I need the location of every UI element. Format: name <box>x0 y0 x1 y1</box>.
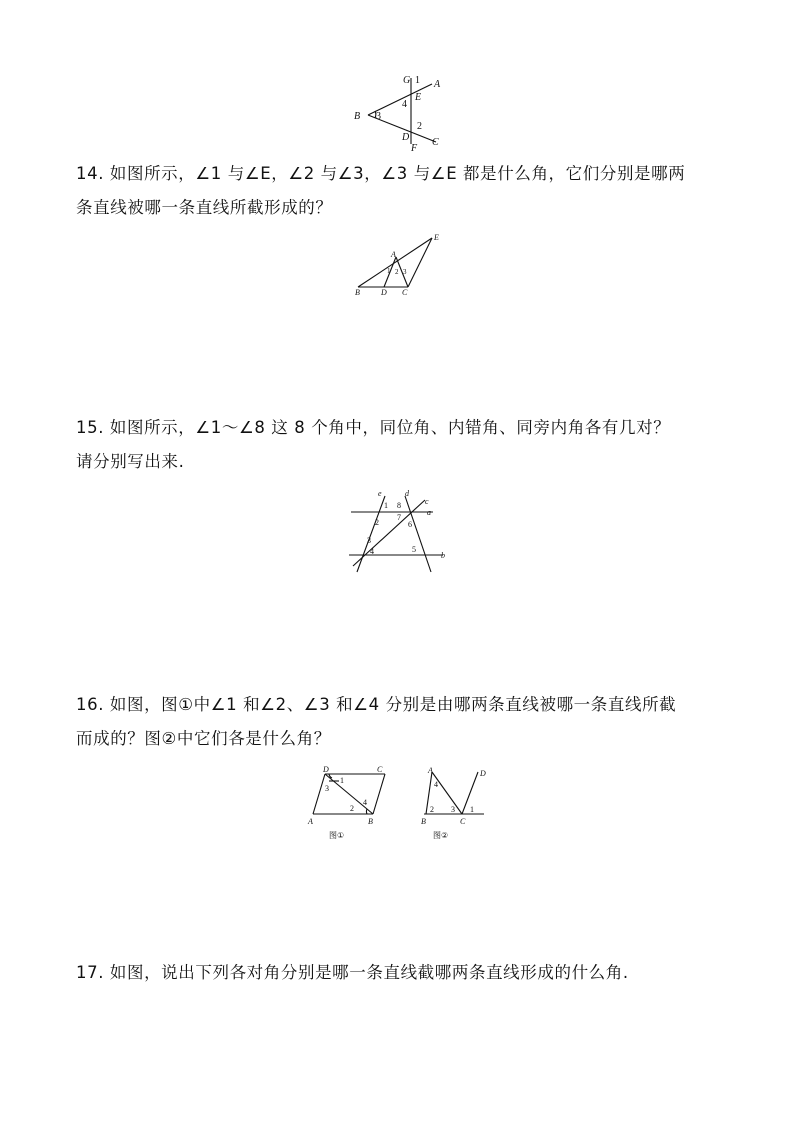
line-da <box>313 774 325 814</box>
label-b: B <box>354 111 361 122</box>
label-a: A <box>434 79 441 90</box>
label-e: E <box>434 233 439 242</box>
label-2: 2 <box>430 805 434 814</box>
label-f: F <box>411 143 418 152</box>
label-1: 1 <box>470 805 474 814</box>
label-a: A <box>428 766 433 775</box>
label-c: C <box>402 288 408 297</box>
label-2: 2 <box>417 121 422 132</box>
label-e: E <box>415 92 422 103</box>
question-16 <box>76 688 726 756</box>
question-15-line-1: 15. 如图所示，∠1～∠8 这 8 个角中，同位角、内错角、同旁内角各有几对？ <box>76 418 671 437</box>
figure-top-triangle <box>348 72 448 152</box>
line-be <box>358 238 432 287</box>
label-b: B <box>368 817 373 826</box>
line-cb <box>373 774 385 814</box>
label-3: 3 <box>367 536 371 545</box>
label-a: A <box>308 817 313 826</box>
question-14-line-2: 条直线被哪一条直线所截形成的？ <box>76 198 333 217</box>
label-a: a <box>427 508 431 517</box>
label-6: 6 <box>408 520 412 529</box>
label-3: 3 <box>325 784 329 793</box>
label-d: D <box>402 132 410 143</box>
label-1: 1 <box>340 776 344 785</box>
line-ac <box>432 772 462 814</box>
label-4: 4 <box>363 798 367 807</box>
line-db <box>325 774 373 814</box>
line-e <box>357 496 385 572</box>
label-1: 1 <box>415 75 420 86</box>
label-b: b <box>441 551 445 560</box>
question-15 <box>76 411 726 479</box>
label-4: 4 <box>402 99 407 110</box>
label-a: A <box>391 250 396 259</box>
label-d: D <box>480 769 486 778</box>
label-8: 8 <box>397 501 401 510</box>
label-e: e <box>378 489 382 498</box>
label-3: 3 <box>451 805 455 814</box>
figure-16-1 <box>305 762 397 844</box>
label-4: 4 <box>370 547 374 556</box>
label-3: 3 <box>376 111 381 122</box>
figure-14 <box>350 230 450 300</box>
question-17-line-1: 17. 如图，说出下列各对角分别是哪一条直线截哪两条直线形成的什么角. <box>76 963 629 982</box>
figure-caption-1: 图① <box>329 831 345 840</box>
label-c: c <box>425 497 429 506</box>
label-7: 7 <box>397 513 401 522</box>
label-c: C <box>377 765 383 774</box>
figure-caption-2: 图② <box>433 831 449 840</box>
question-14-line-1: 14. 如图所示，∠1 与∠E，∠2 与∠3，∠3 与∠E 都是什么角，它们分别是哪两 <box>76 164 686 183</box>
label-d: d <box>405 489 409 498</box>
label-d: D <box>381 288 387 297</box>
label-g: G <box>403 75 411 86</box>
label-2: 2 <box>350 804 354 813</box>
label-4: 4 <box>434 780 438 789</box>
question-15-line-2: 请分别写出来. <box>76 452 185 471</box>
label-2: 2 <box>375 518 379 527</box>
question-14 <box>76 157 726 225</box>
figure-15 <box>345 488 460 578</box>
label-5: 5 <box>412 545 416 554</box>
label-3: 3 <box>403 268 407 276</box>
question-16-line-2: 而成的？图②中它们各是什么角？ <box>76 729 331 748</box>
label-1: 1 <box>384 501 388 510</box>
label-1: 1 <box>387 267 391 275</box>
figure-16-2 <box>418 762 508 844</box>
line-c <box>353 500 425 566</box>
angle-arc-2 <box>366 809 367 814</box>
label-c: C <box>460 817 466 826</box>
label-b: B <box>421 817 426 826</box>
label-b: B <box>355 288 360 297</box>
question-16-line-1: 16. 如图，图①中∠1 和∠2、∠3 和∠4 分别是由哪两条直线被哪一条直线所截 <box>76 695 677 714</box>
question-17 <box>76 956 726 990</box>
label-c: C <box>432 137 439 148</box>
label-2: 2 <box>395 268 399 276</box>
label-d: D <box>323 765 329 774</box>
